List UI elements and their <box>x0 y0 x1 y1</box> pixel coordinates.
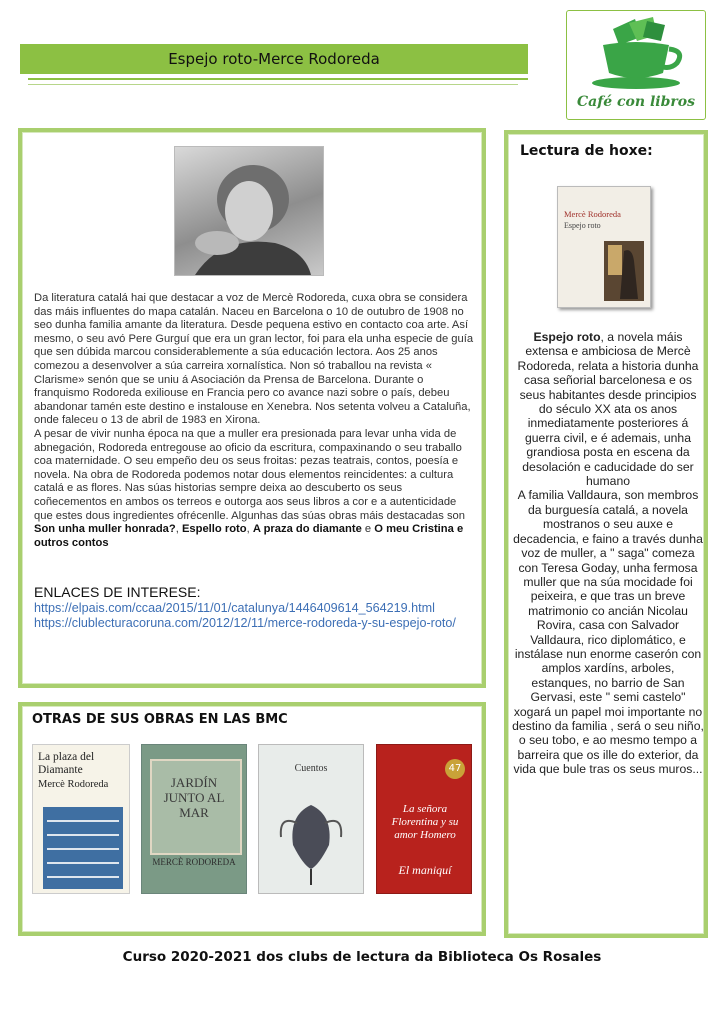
bio-paragraph-2: A pesar de vivir nunha época na que a muller era presionada para levar unha vida de abnegación, Rodoreda entregouse ao oficio da escritura, compaxinando o seu traballo coa maternidade. O seu empeño deu os seus froitas: pezas teatrais, contos, poesía e novela. Na obra de Rodoreda podemos notar dous elementos reincidentes: a cultura catalá e as flores. Nas súas historias sempre deixa ao descuberto os seus coñecementos en ambos os terreos e outorga aos seus libros a cor e a autenticidade que estes dous ingredientes ofrécenlle. Algunhas das súas obras máis destacadas son Son unha muller honrada?, Espello roto, A praza do diamante e O meu Cristina e outros contos <box>34 427 465 549</box>
book1-illustration <box>33 745 129 893</box>
work-title-4: O meu Cristina e outros contos <box>34 523 464 549</box>
title-banner <box>20 38 528 92</box>
book-cover-cuentos <box>258 744 364 894</box>
book-cover-la-plaza <box>32 744 130 894</box>
synopsis-paragraph-1: Espejo roto, a novela máis extensa e ambiciosa de Mercè Rodoreda, relata a historia dunha casa señorial barcelonesa e os seus habitantes desde principios do século XX ata os anos inmediatamente posteriores á guerra civil, e é ademais, unha grandiosa posta en escena da desolación e caducidade do ser humano <box>517 330 699 489</box>
footer-text: Curso 2020-2021 dos clubs de lectura da Biblioteca Os Rosales <box>122 949 602 965</box>
author-portrait <box>174 146 324 276</box>
book-cover-la-senora-florentina <box>376 744 472 894</box>
reading-today-heading: Lectura de hoxe: <box>520 143 653 159</box>
cover-illustration <box>558 187 650 307</box>
links-heading: ENLACES DE INTERESE: <box>34 584 201 600</box>
book3-title: Cuentos <box>294 763 328 774</box>
works-conjunction: e <box>364 523 372 536</box>
link-clublectura[interactable]: https://clublecturacoruna.com/2012/12/11/merce-rodoreda-y-su-espejo-roto/ <box>34 616 456 630</box>
synopsis-book-title: Espejo roto <box>533 330 601 344</box>
logo-text: Café con libros <box>577 94 695 110</box>
title-divider <box>28 78 528 80</box>
synopsis-paragraph-2: A familia Valldaura, son membros da burguesía catalá, a novela mostranos o seu auxe e decadencia, e faino a través dunha voz de muller, a " saga" comeza con Teresa Goday, unha fermosa muller que na súa mocidade foi peixeira, e que tras un breve matrimonio co ancián Nicolau Rovira, casa con Salvador Valldaura, rico diplomático, e instálase nun enorme caserón con amplos xardíns, arboles, estanques, no barrio de San Gervasi, este " semi castelo" xogará un papel moi importante no destino da familia , será o seu niño, o seu tobo, e ao mesmo tempo a barreira que os ille do exterior, da vida que bule tras os seus muros... <box>512 488 704 777</box>
espejo-roto-cover <box>557 186 651 308</box>
author-biography <box>34 292 474 550</box>
link-elpais[interactable]: https://elpais.com/ccaa/2015/11/01/catalunya/1446409614_564219.html <box>34 601 435 615</box>
title-divider-thin <box>28 84 518 85</box>
bio-paragraph-1: Da literatura catalá hai que destacar a voz de Mercè Rodoreda, cuxa obra se considera das máis influentes do mapa catalán. Naceu en Barcelona o 10 de outubro de 1908 no seo dunha familia amante da literatura. Desde pequena estivo en contacto coa arte. Así mesmo, o seu avó Pere Gurguí que era un gran lector, foi para ela unha especie de guía que sen dúbida marcou considerablemente a súa educación lectora. Aos 25 anos comezou a desenvolver a súa carreira xornalística. Non só traballou na revista « Clarisme» senón que se uniu á Asociación da Prensa de Barcelona. Durante o franquismo Rodoreda exiliouse en Francia pero co avance nazi sobre o país, debeu abandonar tamén este destino e instalouse en Xenebra. Nos setenta volveu a Cataluña, onde faleceu o 13 de abril de 1983 en Xirona. <box>34 292 474 427</box>
work-title-3: A praza do diamante <box>252 523 362 536</box>
cover-author: Mercè Rodoreda <box>564 209 621 219</box>
book1-title: La plaza del Diamante <box>38 751 95 776</box>
book2-title: JARDÍN JUNTO AL MAR <box>163 775 225 820</box>
book1-author: Mercè Rodoreda <box>38 779 109 790</box>
book4-subtitle: El maniquí <box>398 863 452 877</box>
links-section <box>34 584 474 631</box>
bio-paragraph-2-text: A pesar de vivir nunha época na que a muller era presionada para levar unha vida de abnegación, Rodoreda entregouse ao oficio da escritura, compaxinando o seu traballo coa maternidade. O seu empeño deu os seus froitas: pezas teatrais, contos, poesía e novela. Na obra de Rodoreda podemos notar dous elementos reincidentes: a cultura catalá e as flores. Nas súas historias sempre deixa ao descuberto os seus coñecementos en ambos os terreos e outorga aos seus libros a cor e a autenticidade que estes dous ingredientes ofrécenlle. Algunhas das súas obras máis destacadas son <box>34 427 465 522</box>
work-title-2: Espello roto <box>181 523 247 536</box>
coffee-cup-icon <box>567 11 705 93</box>
book4-badge: 47 <box>445 759 465 779</box>
other-works-heading: OTRAS DE SUS OBRAS EN LAS BMC <box>32 712 288 727</box>
work-title-1: Son unha muller honrada? <box>34 523 176 536</box>
book-cover-jardin-junto-al-mar <box>141 744 247 894</box>
cover-title: Espejo roto <box>564 221 601 230</box>
page-title: Espejo roto-Merce Rodoreda <box>168 50 380 68</box>
cafe-con-libros-logo <box>566 10 706 120</box>
book3-illustration <box>259 745 363 893</box>
book4-title: La señora Florentina y su amor Homero <box>391 803 459 841</box>
book-synopsis <box>512 330 704 777</box>
book2-author: MERCÈ RODOREDA <box>152 857 236 867</box>
